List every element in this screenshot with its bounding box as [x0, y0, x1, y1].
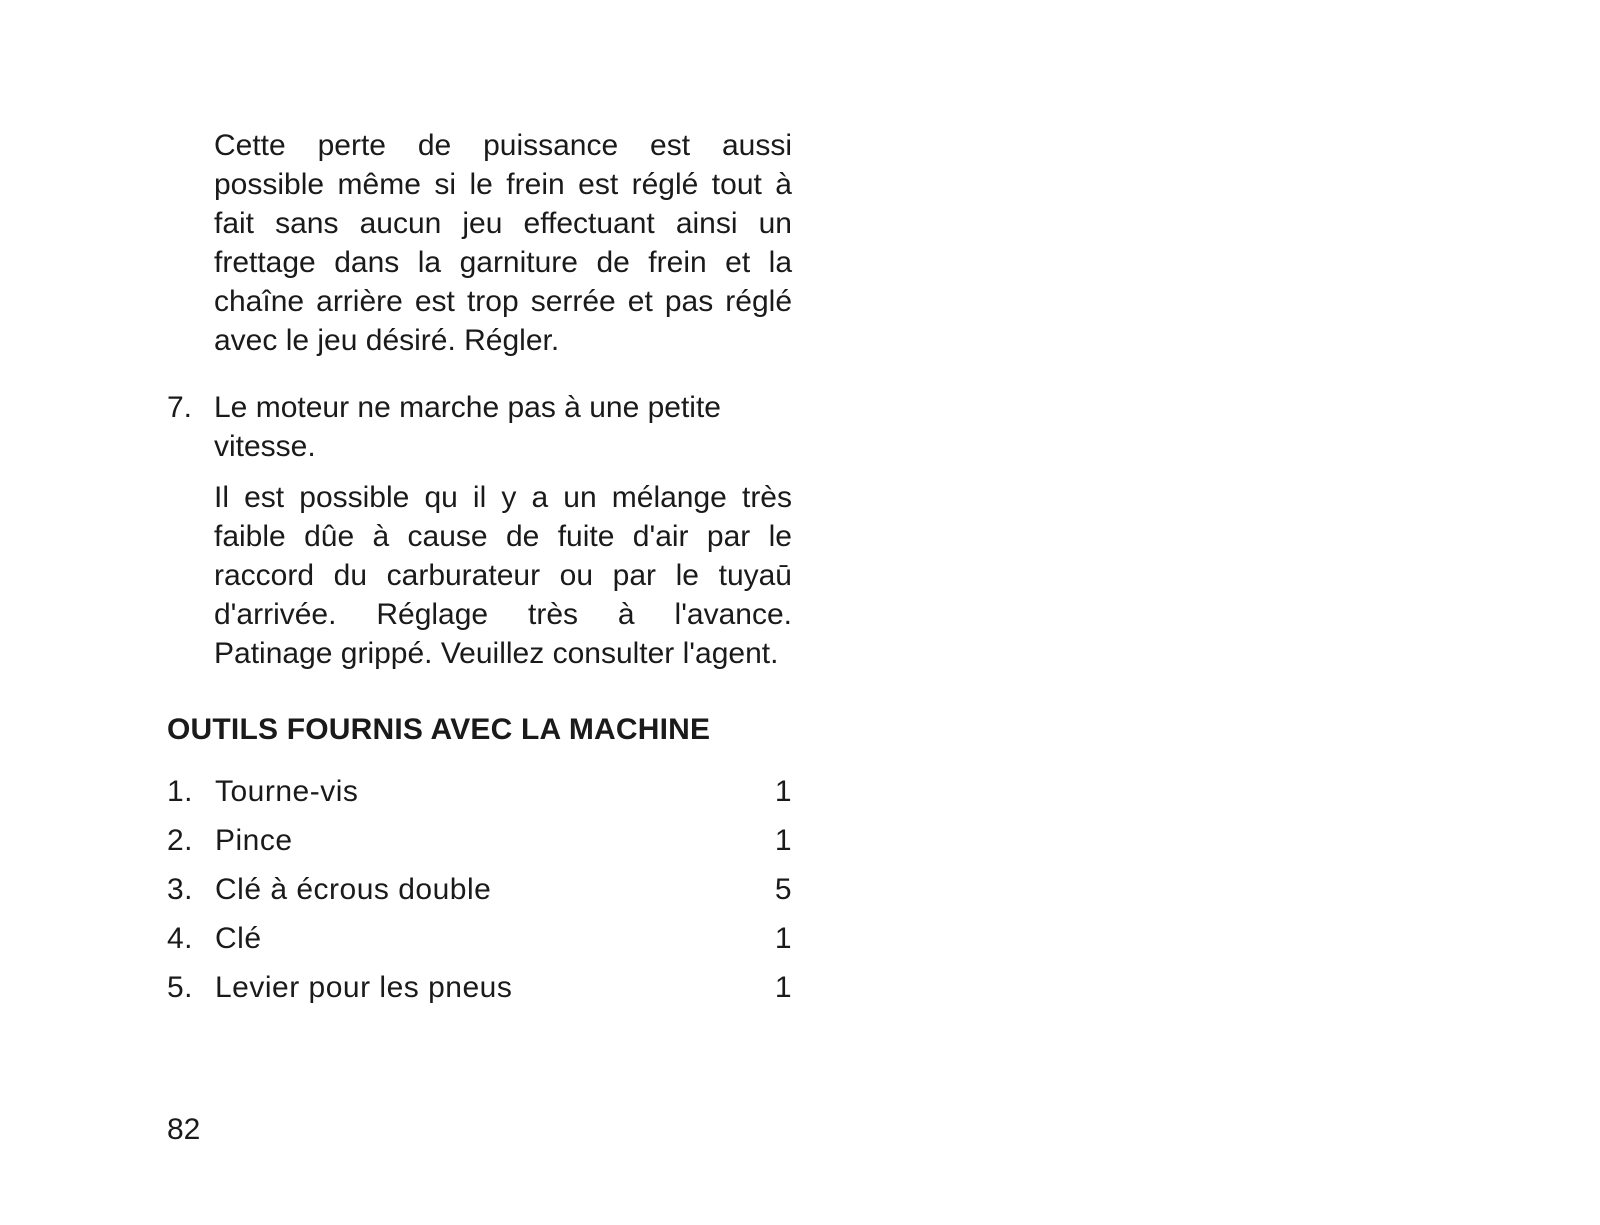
list-item-name: Levier pour les pneus — [215, 970, 513, 1004]
item-title: Le moteur ne marche pas à une petite vitesse. — [214, 391, 721, 463]
list-item-quantity: 1 — [774, 921, 792, 955]
troubleshooting-item-7 — [167, 388, 792, 466]
list-item-quantity: 1 — [774, 970, 792, 1004]
list-item — [167, 865, 792, 914]
list-item-number: 5. — [167, 970, 194, 1004]
list-item-number: 1. — [167, 774, 194, 808]
list-item-quantity: 1 — [774, 774, 792, 808]
list-item-quantity: 5 — [774, 872, 792, 906]
list-item-number: 4. — [167, 921, 194, 955]
intro-paragraph: Cette perte de puissance est aussi possible même si le frein est réglé tout à fait sans aucun jeu effectuant ainsi un frettage dans la garniture de frein et la chaîne arrière est trop serrée et pas réglé avec le jeu désiré. Régler. — [214, 129, 792, 357]
list-item — [167, 963, 792, 1012]
list-item-name: Clé à écrous double — [215, 872, 492, 906]
item-explanation: Il est possible qu il y a un mélange très faible dûe à cause de fuite d'air par le raccord du carburateur ou par le tuyaū d'arrivée. Réglage très à l'avance. Patinage grippé. Veuillez consulter l'agent. — [214, 481, 792, 670]
list-item-name: Tourne-vis — [215, 774, 359, 808]
page-number: 82 — [167, 1113, 201, 1146]
list-item-number: 2. — [167, 823, 194, 857]
tools-list — [167, 767, 792, 1012]
list-item — [167, 816, 792, 865]
list-item — [167, 914, 792, 963]
list-item-name: Pince — [215, 823, 293, 857]
text-column — [167, 126, 792, 1012]
list-item-quantity: 1 — [774, 823, 792, 857]
item-number: 7. — [167, 391, 193, 424]
list-item-name: Clé — [215, 921, 262, 955]
section-heading: OUTILS FOURNIS AVEC LA MACHINE — [167, 713, 711, 746]
list-item-number: 3. — [167, 872, 194, 906]
list-item — [167, 767, 792, 816]
